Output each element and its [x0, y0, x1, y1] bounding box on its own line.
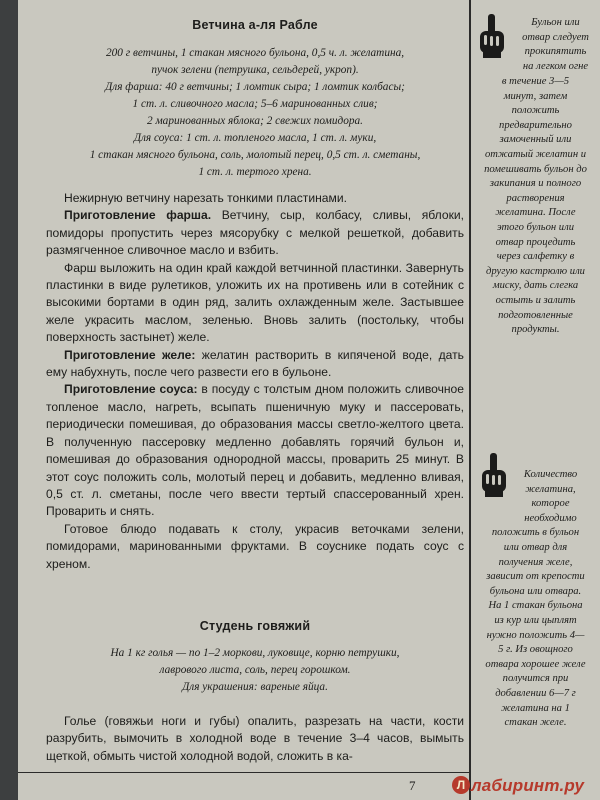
- note-line: из кур или цыплят: [494, 614, 577, 626]
- ingredient-line: Для соуса: 1 ст. л. топленого масла, 1 ст. л. муки,: [133, 132, 377, 144]
- note-line: положить: [511, 105, 560, 117]
- note-line: отвара хорошее желе: [485, 658, 586, 670]
- note-line: отвар процедить: [495, 236, 576, 248]
- note-line: этого бульон или: [496, 221, 575, 233]
- ingredients-block: [46, 45, 464, 181]
- ingredients-block: [46, 645, 464, 696]
- note-line: через салфетку в: [496, 251, 575, 263]
- paragraph-text: желатин растворить в кипяченой воде, дать ему набухнуть, после чего развести его в бульоне.: [46, 347, 464, 380]
- note-line: на легком огне: [522, 60, 589, 72]
- note-line: прокипятить: [524, 46, 587, 58]
- sidebar-note: [489, 16, 600, 74]
- note-line: замоченный или: [499, 134, 572, 146]
- note-line: бульона или отвара.: [489, 585, 582, 597]
- note-line: необходимо: [524, 512, 577, 524]
- paragraph: Нежирную ветчину нарезать тонкими пластинами.: [64, 191, 347, 205]
- note-line: или отвар для: [503, 541, 568, 553]
- book-page: [18, 0, 600, 800]
- paragraph: Голье (говяжьи ноги и губы) опалить, разрезать на части, кости разрубить, вымочить в холодной воде в течение 3–4 часов, вымыть щеткой, обмыть чистой холодной водой, сложить в ка-: [46, 714, 464, 763]
- note-line: продукты.: [511, 324, 560, 336]
- paragraph: [46, 207, 464, 259]
- ingredient-line: 200 г ветчины, 1 стакан мясного бульона, 0,5 ч. л. желатина,: [105, 47, 405, 59]
- note-line: На 1 стакан бульона: [488, 600, 583, 612]
- ingredient-line: лаврового листа, соль, перец горошком.: [159, 664, 351, 676]
- section-heading: Приготовление фарша.: [64, 208, 212, 223]
- note-line: закипания и полного: [489, 178, 582, 190]
- sidebar-note: [471, 468, 600, 731]
- note-line: предварительно: [499, 119, 572, 131]
- sidebar-notes: [471, 0, 600, 800]
- note-line: подготовленные: [498, 309, 573, 321]
- recipe-title: Ветчина а-ля Рабле: [192, 18, 318, 32]
- footer-rule: [18, 772, 470, 773]
- recipe-title: Студень говяжий: [199, 619, 311, 633]
- note-line: отвар следует: [522, 31, 589, 43]
- ingredient-line: 1 ст. л. сливочного масла; 5–6 маринованных слив;: [132, 98, 378, 110]
- paragraph-text: Ветчину, сыр, колбасу, сливы, яблоки, помидоры пропустить через мясорубку с мелкой решеткой, добавить размягченное сливочное масло и взбить.: [46, 208, 464, 258]
- note-line: положить в бульон: [491, 527, 580, 539]
- paragraph-text: в посуду с толстым дном положить сливочное топленое масло, нагреть, всыпать пшеничную муку и пассеровать, периодически помешивая, до образования массы светло-желтого цвета. В полученную пассеровку медленно добавлять горячий бульон и, помешивая до образования однородной массы, проварить 25 минут. В этот соус положить соль, молотый перец и добавить, медленно вливая, 0,5 ст. л. сметаны, после чего ввести тертый спассерованный хрен. Проварить и снять.: [46, 382, 465, 519]
- ingredient-line: Для фарша: 40 г ветчины; 1 ломтик сыра; 1 ломтик колбасы;: [105, 81, 405, 93]
- note-line: добавлении 6—7 г: [495, 687, 576, 699]
- ingredient-line: 2 маринованных яблока; 2 свежих помидора.: [147, 115, 363, 127]
- section-heading: Приготовление желе:: [64, 347, 196, 362]
- note-line: стакан желе.: [504, 717, 567, 729]
- ingredient-line: 1 стакан мясного бульона, соль, молотый перец, 0,5 ст. л. сметаны,: [89, 149, 421, 161]
- ingredient-line: 1 ст. л. тертого хрена.: [198, 166, 312, 178]
- note-line: Бульон или: [531, 17, 580, 28]
- paragraph: Фарш выложить на один край каждой ветчинной пластинки. Завернуть пластинки в виде рулетиков, уложить их на противень или в сотейник с высокими бортами в один ряд, залить охлажденным желе. Застывшее желе украсить маслом, зеленью. Вновь залить (постольку, чтобы поверхность застынет) желе.: [46, 260, 464, 345]
- ingredient-line: На 1 кг голья — по 1–2 моркови, луковице, корню петрушки,: [110, 647, 400, 659]
- note-line: в течение 3—5: [501, 76, 570, 87]
- note-line: отжатый желатин и: [484, 148, 587, 160]
- note-line: Количество: [523, 469, 578, 480]
- note-line: которое: [531, 498, 570, 510]
- note-line: помешивать бульон до: [484, 163, 587, 175]
- note-line: 5 г. Из овощного: [498, 644, 573, 656]
- page-footer: [18, 772, 600, 800]
- main-column: [46, 0, 464, 800]
- note-line: получится при: [502, 673, 569, 685]
- watermark: лабиринт.ру: [471, 776, 585, 795]
- labirint-logo-icon: Л: [452, 776, 470, 794]
- ingredient-line: пучок зелени (петрушка, сельдерей, укроп).: [151, 64, 359, 76]
- recipe-body: [46, 190, 464, 573]
- paragraph: Готовое блюдо подавать к столу, украсив веточками зелени, помидорами, маринованными фруктами. В соуснике подать соус с хреном.: [46, 521, 464, 571]
- note-line: зависит от крепости: [486, 571, 585, 583]
- note-line: минут, затем: [503, 90, 568, 102]
- note-line: желатина на 1: [501, 702, 570, 714]
- paragraph: [46, 347, 464, 382]
- note-line: желатина,: [525, 483, 576, 495]
- note-line: остыть и залить: [495, 294, 576, 306]
- note-line: получения желе,: [498, 556, 573, 568]
- note-line: нужно положить 4—: [486, 629, 585, 641]
- paragraph: [46, 381, 464, 520]
- section-heading: Приготовление соуса:: [64, 382, 198, 397]
- sidebar-note-continued: [471, 75, 600, 338]
- note-line: другую кастрюлю или: [486, 265, 585, 277]
- recipe-body: [46, 713, 464, 765]
- note-line: растворения: [506, 192, 565, 204]
- note-line: желатина. После: [495, 207, 576, 219]
- note-line: миску, дать слегка: [492, 280, 579, 292]
- page-number: 7: [409, 778, 416, 793]
- ingredient-line: Для украшения: вареные яйца.: [182, 681, 328, 693]
